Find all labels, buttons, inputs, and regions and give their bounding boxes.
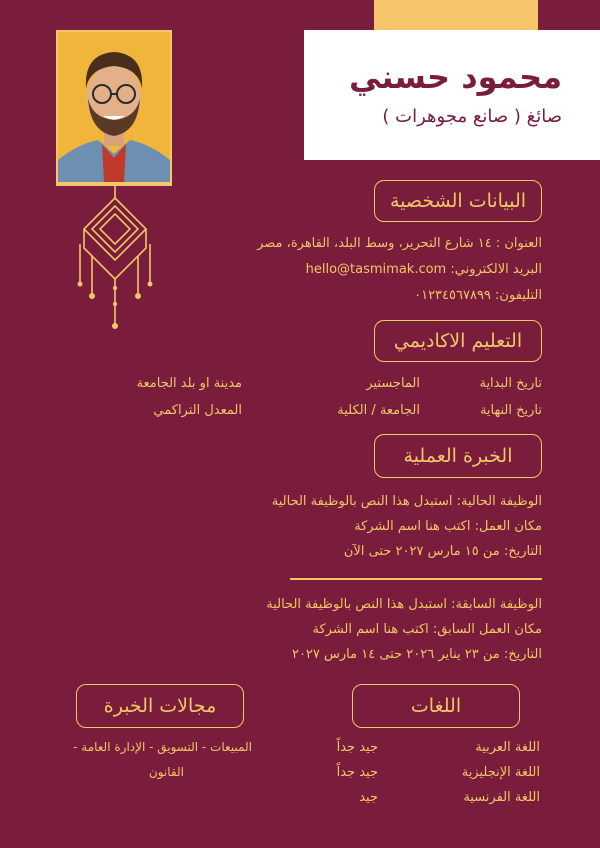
edu-start-date: تاريخ البداية (479, 376, 542, 391)
language-name-3: اللغة الفرنسية (463, 790, 540, 805)
address-line: العنوان : ١٤ شارع التحرير، وسط البلد، القاهرة، مصر (257, 236, 542, 251)
experience-divider (290, 578, 542, 580)
edu-degree: الماجستير (366, 376, 420, 391)
edu-university: الجامعة / الكلية (337, 403, 420, 418)
edu-end-date: تاريخ النهاية (479, 403, 542, 418)
language-level-2: جيد جداً (336, 765, 378, 780)
language-name-1: اللغة العربية (475, 740, 540, 755)
previous-place: مكان العمل السابق: اكتب هنا اسم الشركة (312, 622, 542, 637)
top-accent-bar (374, 0, 538, 32)
languages-section-title (352, 684, 520, 728)
current-place: مكان العمل: اكتب هنا اسم الشركة (354, 519, 542, 534)
job-title: صائغ ( صانع مجوهرات ) (382, 106, 562, 127)
edu-gpa: المعدل التراكمي (153, 403, 242, 418)
fields-section-title (76, 684, 244, 728)
language-level-3: جيد (359, 790, 378, 805)
language-level-1: جيد جداً (336, 740, 378, 755)
photo-frame (56, 30, 172, 186)
previous-role: الوظيفة السابقة: استبدل هذا النص بالوظيفة الحالية (266, 597, 542, 612)
geometric-pendant-icon (70, 184, 160, 338)
person-name: محمود حسني (348, 58, 562, 96)
email-value: hello@tasmimak.com (305, 262, 447, 277)
experience-section-title (374, 434, 542, 478)
languages-title-text: اللغات (410, 695, 462, 717)
personal-section-title (374, 180, 542, 222)
email-line (306, 262, 542, 277)
previous-date: التاريخ: من ٢٣ يناير ٢٠٢٦ حتى ١٤ مارس ٢٠٢٧ (291, 647, 542, 662)
portrait-photo (58, 32, 170, 182)
language-name-2: اللغة الإنجليزية (461, 765, 540, 780)
experience-title-text: الخبرة العملية (403, 445, 513, 467)
current-date: التاريخ: من ١٥ مارس ٢٠٢٧ حتى الآن (343, 544, 542, 559)
fields-title-text: مجالات الخبرة (103, 695, 217, 717)
current-role: الوظيفة الحالية: استبدل هذا النص بالوظيفة الحالية (271, 494, 542, 509)
email-label: البريد الالكتروني: (450, 262, 542, 277)
phone-line: التليفون: ٠١٢٣٤٥٦٧٨٩٩ (414, 288, 542, 303)
education-section-title (374, 320, 542, 362)
fields-line-1: المبيعات - التسويق - الإدارة العامة - (73, 740, 252, 754)
edu-city: مدينة او بلد الجامعة (136, 376, 242, 391)
fields-line-2: القانون (148, 765, 184, 779)
personal-title-text: البيانات الشخصية (390, 190, 527, 212)
education-title-text: التعليم الاكاديمي (393, 330, 523, 352)
